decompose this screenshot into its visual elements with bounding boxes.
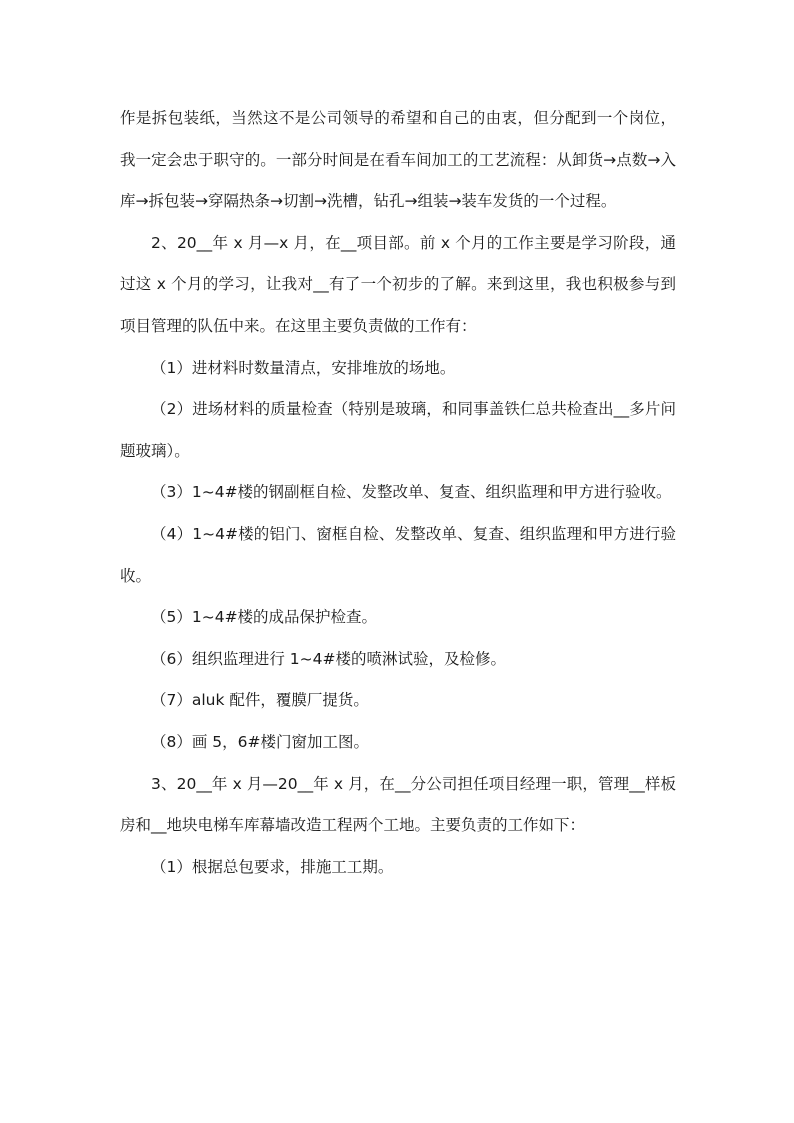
list-item: （7）aluk 配件，覆膜厂提货。 [151,691,369,710]
list-item: （2）进场材料的质量检查（特别是玻璃，和同事盖铁仁总共检查出__多片问题玻璃）。 [120,400,676,460]
paragraph: 3、20__年 x 月—20__年 x 月，在__分公司担任项目经理一职，管理__样板房和__地块电梯车库幕墙改造工程两个工地。主要负责的工作如下： [120,774,676,835]
list-item: （6）组织监理进行 1~4#楼的喷淋试验，及检修。 [151,649,506,668]
paragraph: 2、20__年 x 月—x 月，在__项目部。前 x 个月的工作主要是学习阶段，通过这 x 个月的学习，让我对__有了一个初步的了解。来到这里，我也积极参与到项目管理的队伍中来。在这里主要负责做的工作有： [120,233,676,335]
paragraph: 作是拆包装纸，当然这不是公司领导的希望和自己的由衷，但分配到一个岗位，我一定会忠于职守的。一部分时间是在看车间加工的工艺流程：从卸货→点数→入库→拆包装→穿隔热条→切割→洗槽，钻孔→组装→装车发货的一个过程。 [120,109,676,211]
list-item: （1）根据总包要求，排施工工期。 [151,857,394,876]
list-item: （3）1~4#楼的钢副框自检、发整改单、复查、组织监理和甲方进行验收。 [151,483,672,502]
list-item: （1）进材料时数量清点，安排堆放的场地。 [151,358,456,377]
list-item: （4）1~4#楼的铝门、窗框自检、发整改单、复查、组织监理和甲方进行验收。 [120,524,676,585]
list-item: （8）画 5，6#楼门窗加工图。 [151,732,369,751]
document-body [120,98,676,888]
list-item: （5）1~4#楼的成品保护检查。 [151,608,378,627]
